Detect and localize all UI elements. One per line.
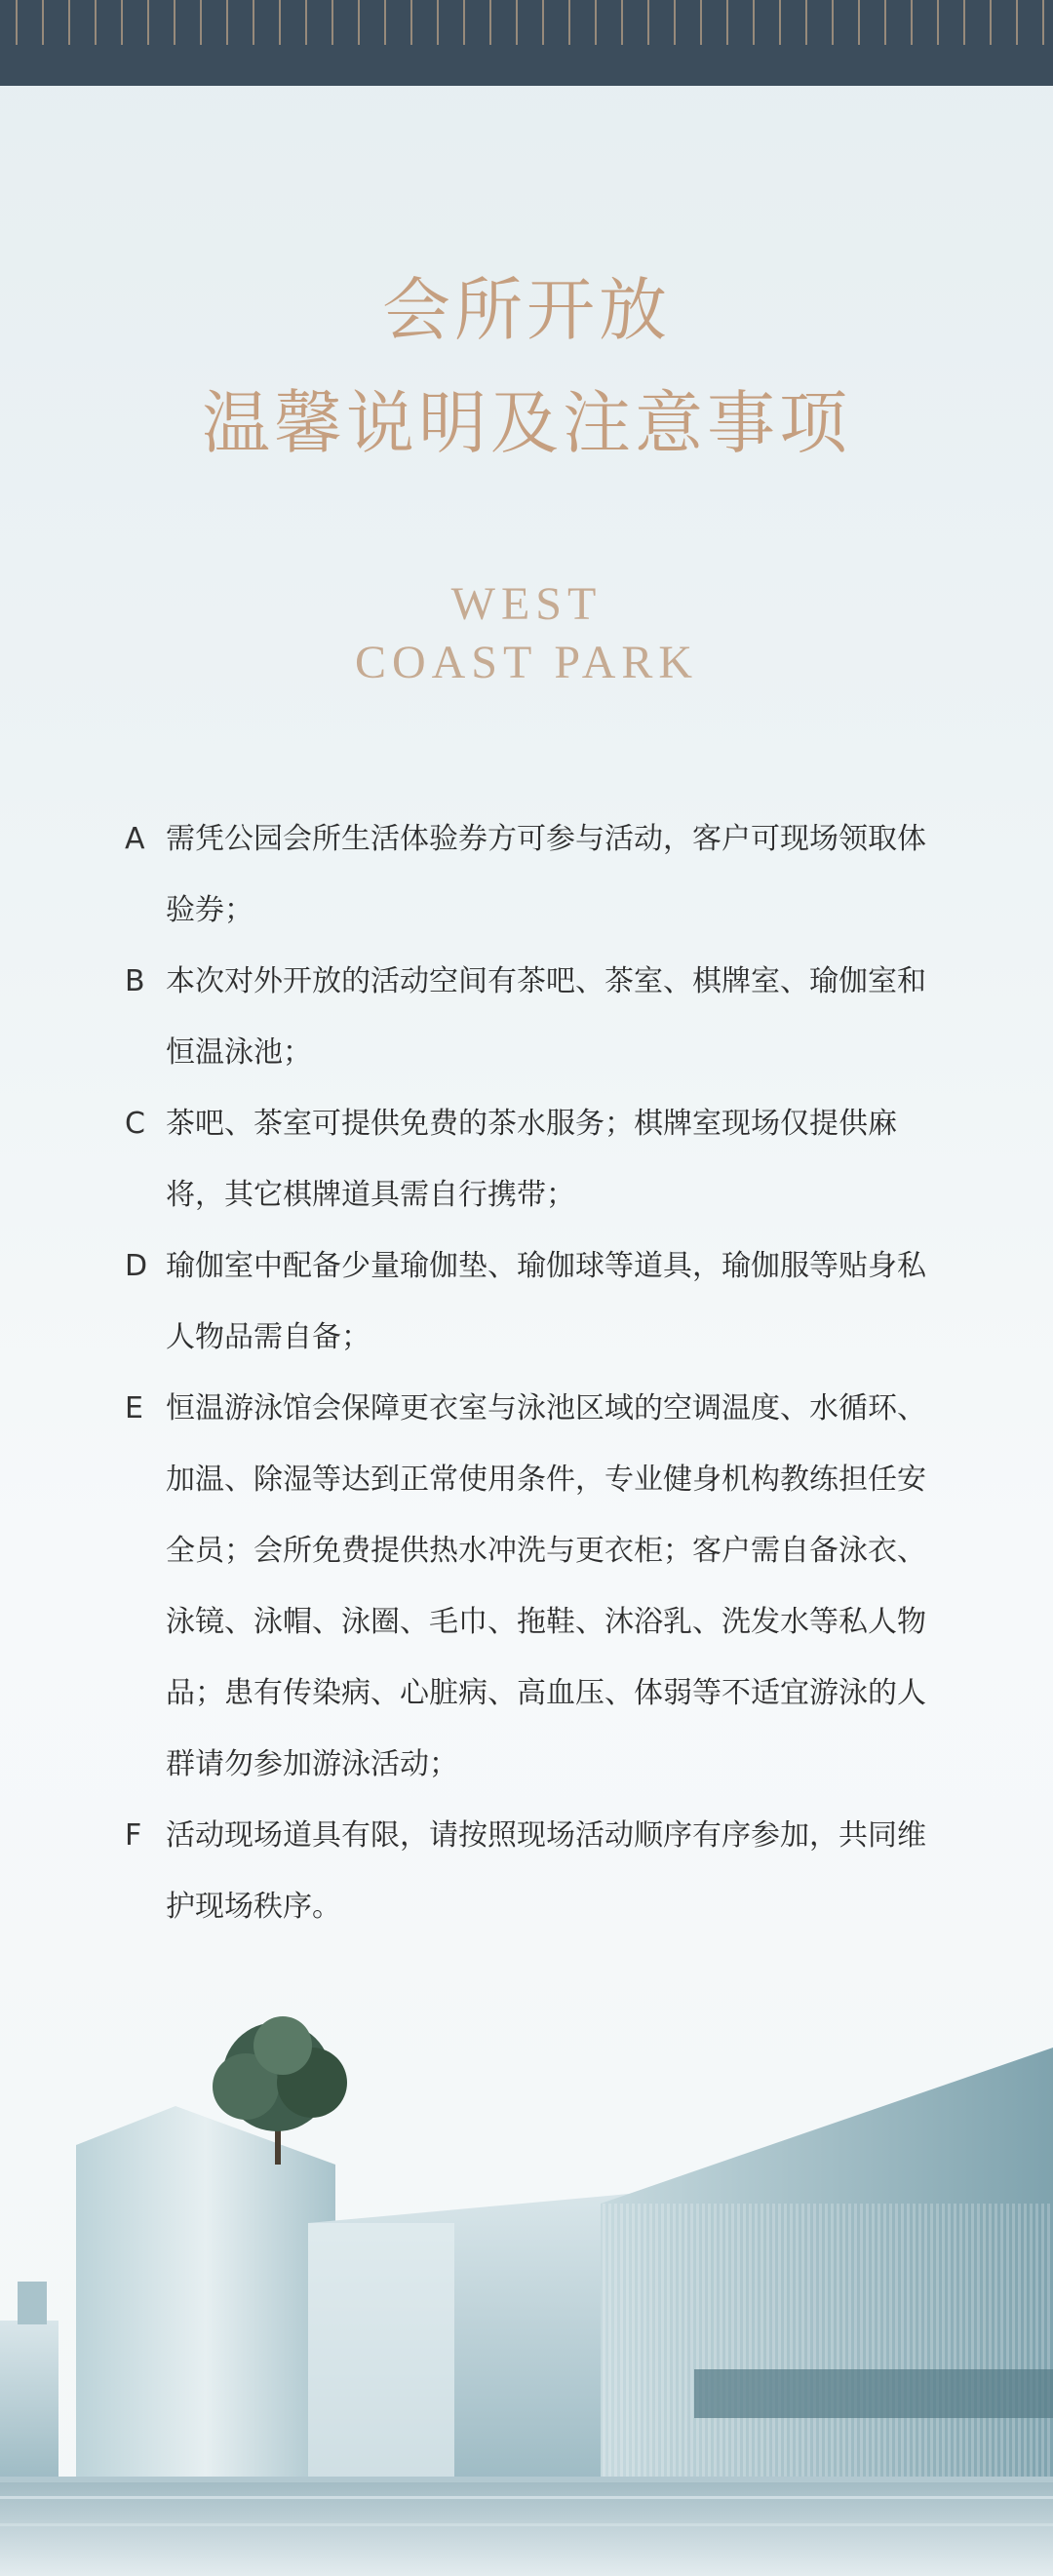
dark-band xyxy=(694,2369,1053,2418)
left-building xyxy=(76,2106,335,2477)
note-letter: D xyxy=(125,1249,148,1283)
chimney xyxy=(18,2282,47,2324)
note-letter: A xyxy=(125,822,145,856)
title-line-1: 会所开放 xyxy=(382,270,671,350)
note-text: 本次对外开放的活动空间有茶吧、茶室、棋牌室、瑜伽室和恒温泳池； xyxy=(166,964,926,1070)
ripple-1 xyxy=(0,2496,1053,2499)
note-letter: C xyxy=(125,1107,145,1141)
note-letter: E xyxy=(125,1391,143,1425)
note-item-f xyxy=(125,1800,944,1942)
note-letter: B xyxy=(125,964,145,998)
note-item-d xyxy=(125,1230,944,1373)
right-building-louvers xyxy=(601,2204,1053,2477)
note-text: 瑜伽室中配备少量瑜伽垫、瑜伽球等道具，瑜伽服等贴身私人物品需自备； xyxy=(166,1249,926,1354)
note-item-c xyxy=(125,1088,944,1230)
note-item-b xyxy=(125,946,944,1088)
ripple-2 xyxy=(0,2523,1053,2526)
title-line-2: 温馨说明及注意事项 xyxy=(202,383,851,463)
middle-facade xyxy=(308,2223,454,2477)
note-text: 活动现场道具有限，请按照现场活动顺序有序参加，共同维护现场秩序。 xyxy=(166,1818,926,1924)
note-letter: F xyxy=(125,1818,142,1853)
note-item-a xyxy=(125,803,944,946)
waterline xyxy=(0,2477,1053,2482)
top-stripes xyxy=(0,0,1053,45)
note-text: 需凭公园会所生活体验券方可参与活动，客户可现场领取体验券； xyxy=(166,822,926,927)
note-item-e xyxy=(125,1373,944,1800)
note-text: 茶吧、茶室可提供免费的茶水服务；棋牌室现场仅提供麻将，其它棋牌道具需自行携带； xyxy=(166,1107,897,1212)
small-building xyxy=(0,2321,58,2477)
notes-list xyxy=(125,803,944,1942)
brand-line-1: WEST xyxy=(450,578,603,630)
building-illustration xyxy=(0,1989,1053,2576)
note-text: 恒温游泳馆会保障更衣室与泳池区域的空调温度、水循环、加温、除湿等达到正常使用条件，专业健身机构教练担任安全员；会所免费提供热水冲洗与更衣柜；客户需自备泳衣、泳镜、泳帽、泳圈、毛巾、拖鞋、沐浴乳、洗发水等私人物品；患有传染病、心脏病、高血压、体弱等不适宜游泳的人群请勿参加游泳活动； xyxy=(166,1391,926,1781)
top-decorative-bar xyxy=(0,0,1053,86)
brand-line-2: COAST PARK xyxy=(354,637,699,688)
